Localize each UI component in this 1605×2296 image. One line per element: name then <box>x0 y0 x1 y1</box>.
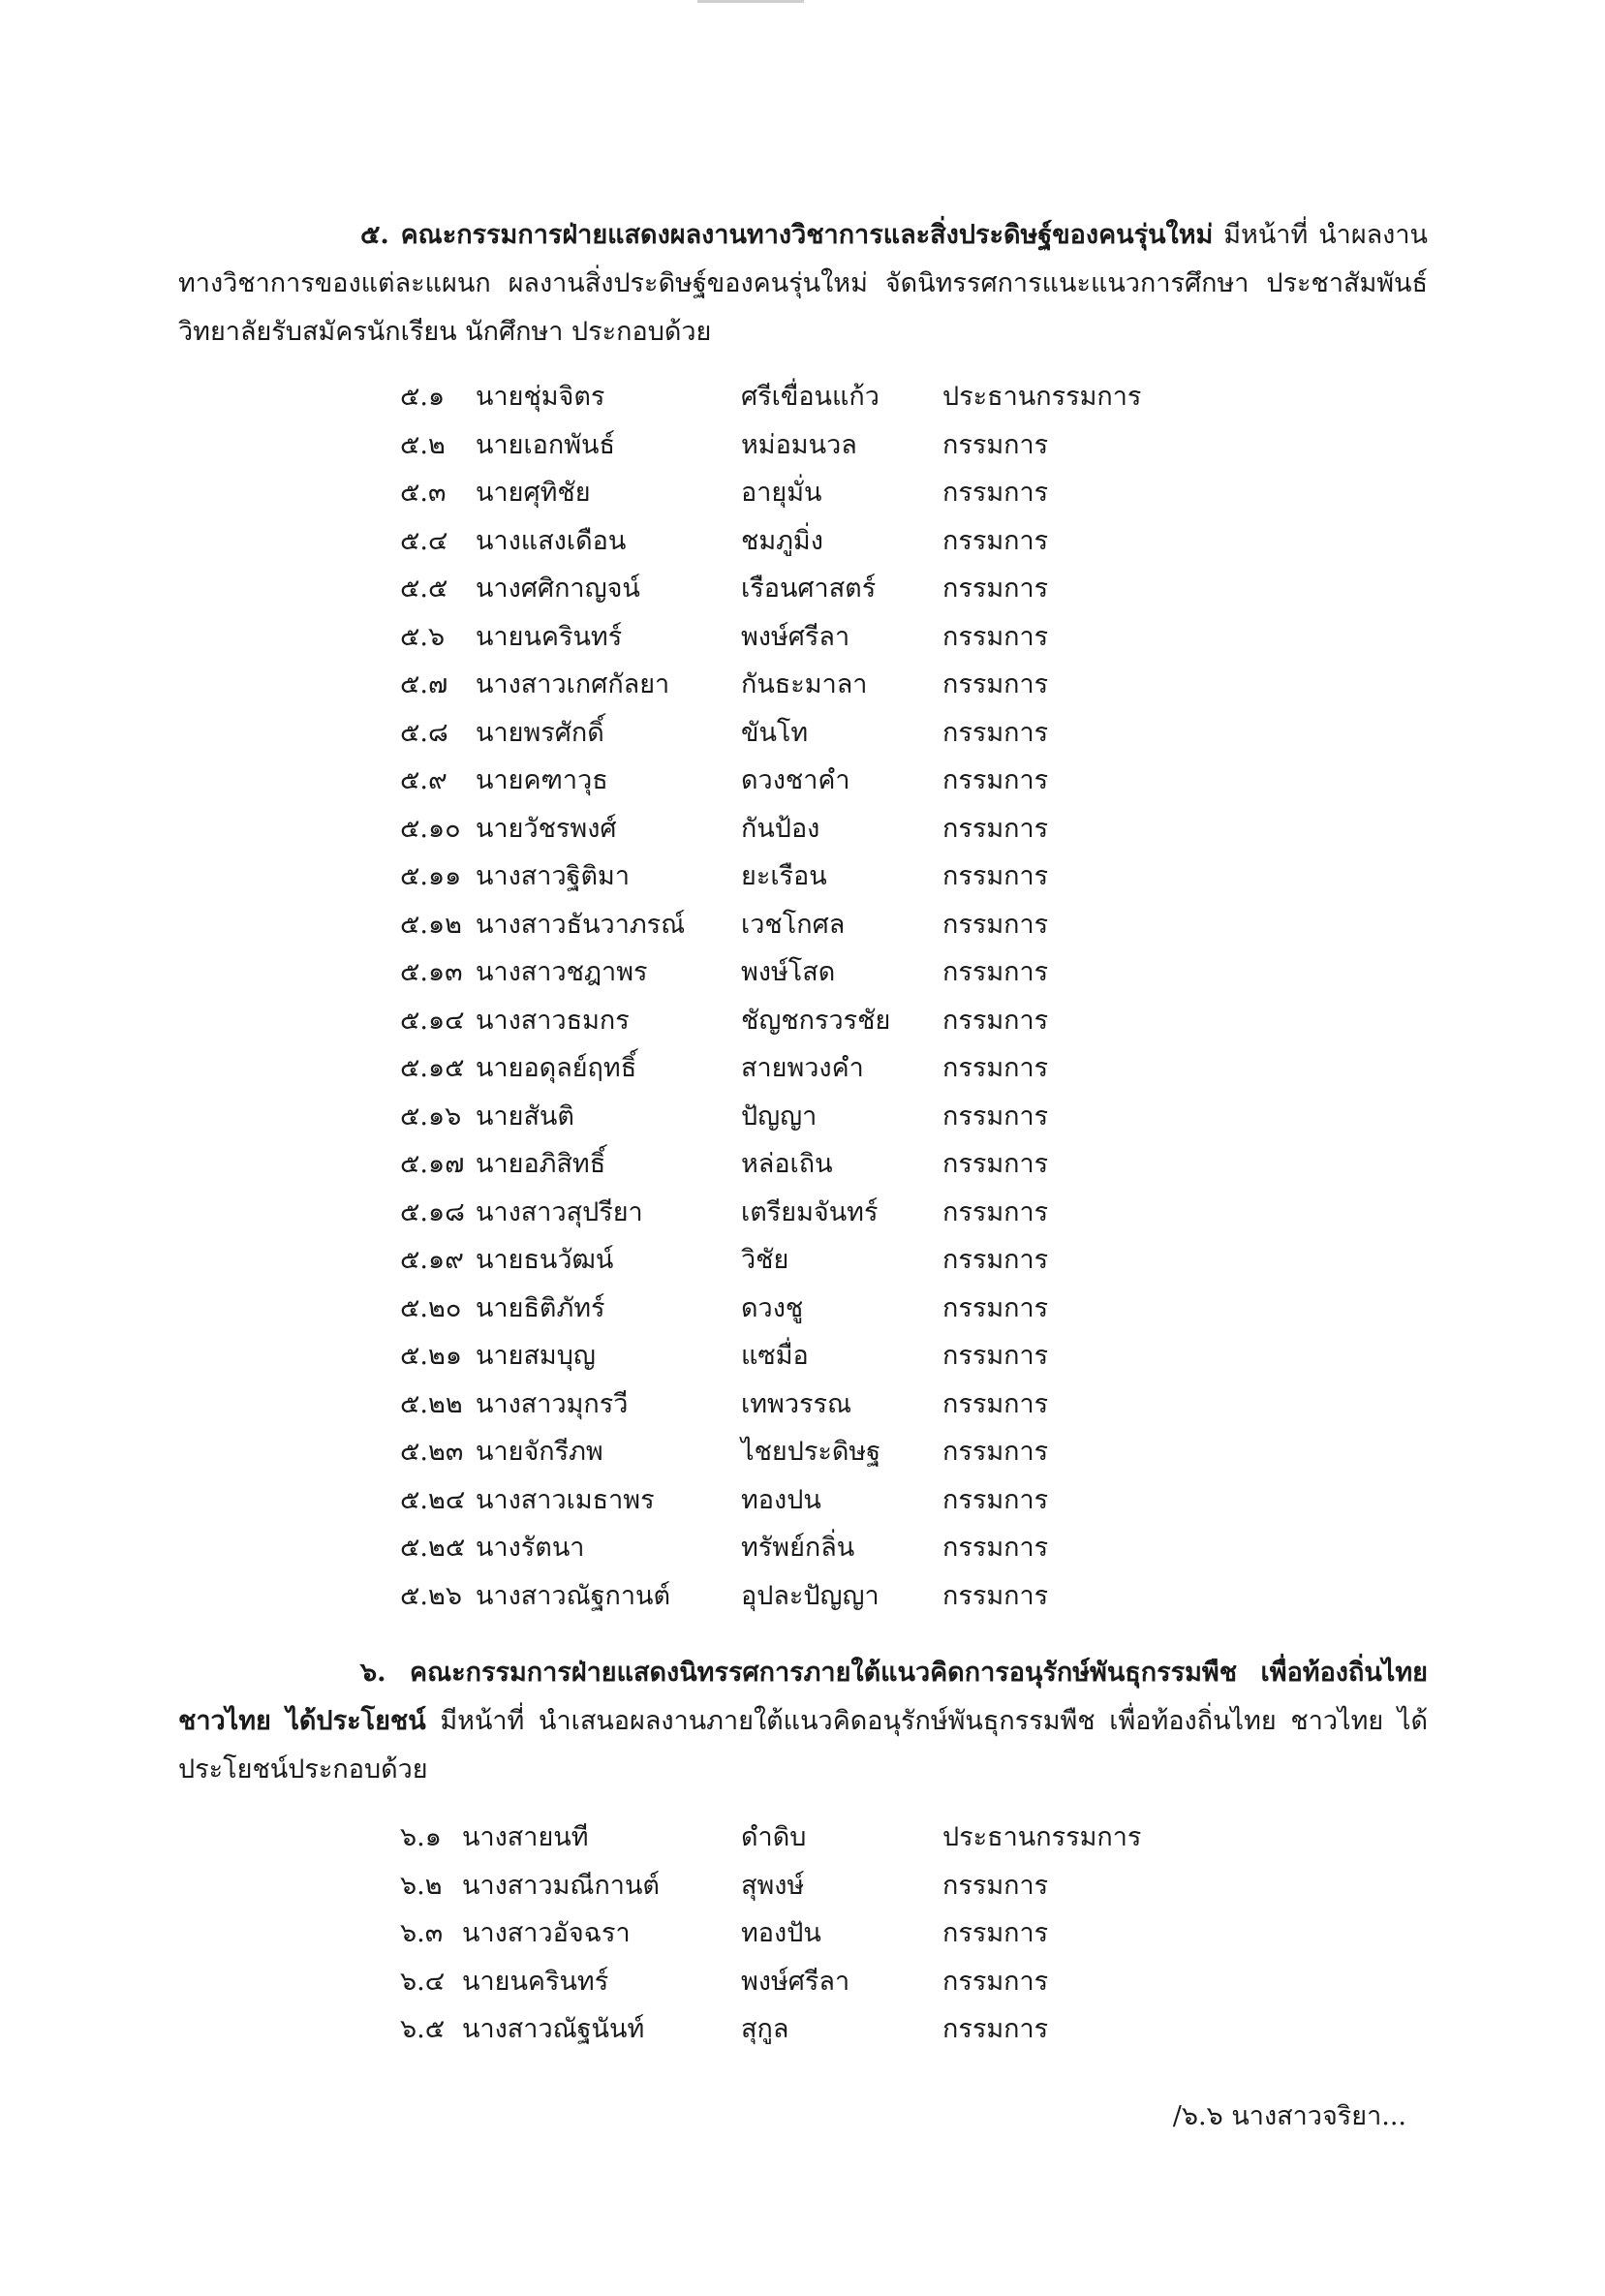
member-row <box>400 901 1049 949</box>
member-number: ๕.๑๓ <box>400 957 463 987</box>
member-row <box>400 1332 1049 1381</box>
member-last-name: ขันโท <box>741 717 809 748</box>
member-number: ๕.๒๐ <box>400 1292 462 1323</box>
member-last-name: ไชยประดิษฐ <box>741 1437 881 1467</box>
member-number: ๖.๔ <box>400 1966 446 1997</box>
member-number: ๕.๑๒ <box>400 909 462 940</box>
member-row <box>400 613 1049 662</box>
member-role: กรรมการ <box>942 1388 1049 1419</box>
member-first-name: นางสาวณัฐกานต์ <box>476 1580 671 1611</box>
member-first-name: นางสาวธมกร <box>476 1005 630 1036</box>
member-row <box>400 1476 1049 1525</box>
member-first-name: นายจักรีภพ <box>476 1437 603 1467</box>
member-last-name: แซมื่อ <box>741 1341 809 1371</box>
member-first-name: นายชุ่มจิตร <box>476 382 605 412</box>
member-number: ๖.๑ <box>400 1822 442 1852</box>
member-first-name: นางแสงเดือน <box>476 525 627 556</box>
member-role: กรรมการ <box>942 1196 1049 1227</box>
member-last-name: อายุมั่น <box>741 478 822 508</box>
member-row <box>400 948 1049 997</box>
member-row <box>400 1909 1049 1958</box>
member-number: ๖.๒ <box>400 1870 443 1901</box>
member-row <box>400 1236 1049 1285</box>
member-row <box>400 757 1049 805</box>
member-number: ๕.๔ <box>400 525 448 556</box>
member-first-name: นายนครินทร์ <box>462 1966 609 1997</box>
member-role: กรรมการ <box>942 1966 1049 1997</box>
member-last-name: สายพวงคำ <box>741 1053 864 1083</box>
member-role: กรรมการ <box>942 1341 1049 1371</box>
member-row <box>400 805 1049 853</box>
member-first-name: นางสาวมุกรวี <box>476 1388 629 1419</box>
member-first-name: นายสมบุญ <box>476 1341 596 1371</box>
member-last-name: เรือนศาสตร์ <box>741 574 877 604</box>
member-row <box>400 373 1142 421</box>
section-6-heading: ๖. คณะกรรมการฝ่ายแสดงนิทรรศการภายใต้แนวคิดการอนุรักษ์พันธุกรรมพืช เพื่อท้องถิ่นไทย ชาวไทย ได้ประโยชน์ <box>178 1658 1428 1736</box>
member-number: ๕.๑๗ <box>400 1149 465 1179</box>
member-number: ๕.๕ <box>400 574 448 604</box>
member-last-name: เวชโกศล <box>741 909 846 940</box>
member-role: กรรมการ <box>942 621 1049 652</box>
member-first-name: นายอดุลย์ฤทธิ์ <box>476 1053 637 1083</box>
member-number: ๕.๑๔ <box>400 1005 465 1036</box>
member-role: ประธานกรรมการ <box>942 1822 1142 1852</box>
member-last-name: หม่อมนวล <box>741 429 857 460</box>
member-row <box>400 1814 1142 1862</box>
member-first-name: นายธิติภัทร์ <box>476 1292 605 1323</box>
member-row <box>400 997 1049 1045</box>
member-last-name: กันป้อง <box>741 813 820 844</box>
member-row <box>400 1140 1049 1189</box>
member-role: กรรมการ <box>942 765 1049 795</box>
scan-top-mark <box>697 0 804 3</box>
member-first-name: นายพรศักดิ์ <box>476 717 604 748</box>
member-first-name: นายสันติ <box>476 1101 574 1132</box>
member-last-name: หล่อเถิน <box>741 1149 833 1179</box>
member-last-name: ทองปัน <box>741 1918 821 1948</box>
member-number: ๕.๑๖ <box>400 1101 462 1132</box>
member-first-name: นางสาวฐิติมา <box>476 861 630 891</box>
member-first-name: นายศุทิชัย <box>476 478 591 508</box>
member-role: กรรมการ <box>942 1870 1049 1901</box>
member-number: ๕.๒๔ <box>400 1484 466 1515</box>
member-role: กรรมการ <box>942 813 1049 844</box>
member-first-name: นางสาวเกศกัลยา <box>476 669 670 699</box>
member-first-name: นางสาวธันวาภรณ์ <box>476 909 686 940</box>
member-number: ๕.๑ <box>400 382 446 412</box>
member-number: ๕.๒๒ <box>400 1388 463 1419</box>
member-role: กรรมการ <box>942 717 1049 748</box>
member-first-name: นายธนวัฒน์ <box>476 1245 614 1275</box>
member-row <box>400 853 1049 901</box>
member-first-name: นางสาวชฎาพร <box>476 957 648 987</box>
member-row <box>400 1044 1049 1093</box>
member-last-name: สุพงษ์ <box>741 1870 805 1901</box>
member-last-name: ปัญญา <box>741 1101 818 1132</box>
member-last-name: ชัญชกรวรชัย <box>741 1005 891 1036</box>
member-first-name: นางสาวมณีกานต์ <box>462 1870 660 1901</box>
member-first-name: นายคฑาวุธ <box>476 765 608 795</box>
member-number: ๕.๒ <box>400 429 446 460</box>
member-last-name: วิชัย <box>741 1245 789 1275</box>
member-row <box>400 565 1049 613</box>
member-role: กรรมการ <box>942 1918 1049 1948</box>
member-row <box>400 1958 1049 2006</box>
member-role: กรรมการ <box>942 1437 1049 1467</box>
member-role: กรรมการ <box>942 429 1049 460</box>
member-number: ๕.๑๕ <box>400 1053 465 1083</box>
member-last-name: ศรีเขื่อนแก้ว <box>741 382 880 412</box>
member-row <box>400 661 1049 709</box>
member-row <box>400 517 1049 566</box>
member-role: กรรมการ <box>942 2014 1049 2044</box>
member-role: กรรมการ <box>942 1149 1049 1179</box>
member-number: ๕.๗ <box>400 669 448 699</box>
page-continuation-ref: /๖.๖ นางสาวจริยา... <box>1172 2101 1406 2131</box>
member-role: กรรมการ <box>942 1580 1049 1611</box>
member-role: กรรมการ <box>942 574 1049 604</box>
member-number: ๕.๖ <box>400 621 446 652</box>
section-6-member-list <box>400 1814 1142 2054</box>
member-role: กรรมการ <box>942 478 1049 508</box>
member-number: ๕.๑๘ <box>400 1196 465 1227</box>
member-role: กรรมการ <box>942 909 1049 940</box>
member-number: ๕.๘ <box>400 717 448 748</box>
member-number: ๕.๒๕ <box>400 1533 466 1563</box>
member-first-name: นางสาวณัฐนันท์ <box>462 2014 645 2044</box>
member-first-name: นางสาวเมธาพร <box>476 1484 655 1515</box>
member-first-name: นายอภิสิทธิ์ <box>476 1149 606 1179</box>
member-role: กรรมการ <box>942 1245 1049 1275</box>
member-role: กรรมการ <box>942 1484 1049 1515</box>
member-row <box>400 1572 1049 1621</box>
member-row <box>400 2005 1049 2054</box>
member-last-name: ยะเรือน <box>741 861 827 891</box>
member-row <box>400 1285 1049 1333</box>
member-role: กรรมการ <box>942 525 1049 556</box>
section-6-body: มีหน้าที่ นำเสนอผลงานภายใต้แนวคิดอนุรักษ์พันธุกรรมพืช เพื่อท้องถิ่นไทย ชาวไทย ได้ประโยชน์ประกอบด้วย <box>178 1706 1428 1784</box>
member-number: ๕.๑๐ <box>400 813 461 844</box>
member-last-name: พงษ์ศรีลา <box>741 621 850 652</box>
section-5-member-list <box>400 373 1142 1620</box>
member-last-name: ชมภูมิ่ง <box>741 525 823 556</box>
section-5-heading: ๕. คณะกรรมการฝ่ายแสดงผลงานทางวิชาการและสิ่งประดิษฐ์ของคนรุ่นใหม่ <box>360 220 1214 250</box>
member-row <box>400 1093 1049 1141</box>
member-last-name: พงษ์โสด <box>741 957 836 987</box>
section-5-paragraph <box>178 211 1428 357</box>
member-last-name: ดวงชาคำ <box>741 765 850 795</box>
member-number: ๖.๓ <box>400 1918 444 1948</box>
member-row <box>400 1189 1049 1237</box>
member-row <box>400 1862 1049 1910</box>
member-first-name: นายนครินทร์ <box>476 621 623 652</box>
member-last-name: ทองปน <box>741 1484 821 1515</box>
member-number: ๕.๑๙ <box>400 1245 464 1275</box>
member-row <box>400 1524 1049 1572</box>
member-first-name: นายเอกพันธ์ <box>476 429 615 460</box>
member-row <box>400 421 1049 470</box>
member-last-name: เตรียมจันทร์ <box>741 1196 879 1227</box>
member-first-name: นางสายนที <box>462 1822 589 1852</box>
member-last-name: ดวงชู <box>741 1292 804 1323</box>
member-number: ๕.๓ <box>400 478 447 508</box>
member-number: ๕.๒๓ <box>400 1437 464 1467</box>
member-first-name: นางรัตนา <box>476 1533 585 1563</box>
member-first-name: นายวัชรพงศ์ <box>476 813 617 844</box>
member-role: กรรมการ <box>942 861 1049 891</box>
member-role: กรรมการ <box>942 669 1049 699</box>
section-5-body: มีหน้าที่ นำผลงานทางวิชาการของแต่ละแผนก ผลงานสิ่งประดิษฐ์ของคนรุ่นใหม่ จัดนิทรรศการแนะแนวการศึกษา ประชาสัมพันธ์วิทยาลัยรับสมัครนักเรียน นักศึกษา ประกอบด้วย <box>178 220 1428 347</box>
member-last-name: ทรัพย์กลิ่น <box>741 1533 855 1563</box>
member-row <box>400 1428 1049 1476</box>
member-last-name: กันธะมาลา <box>741 669 868 699</box>
member-role: กรรมการ <box>942 1101 1049 1132</box>
member-last-name: พงษ์ศรีลา <box>741 1966 850 1997</box>
member-number: ๕.๙ <box>400 765 448 795</box>
member-number: ๕.๒๑ <box>400 1341 462 1371</box>
member-role: กรรมการ <box>942 1053 1049 1083</box>
member-number: ๕.๑๑ <box>400 861 462 891</box>
member-row <box>400 709 1049 758</box>
member-last-name: ดำดิบ <box>741 1822 807 1852</box>
member-row <box>400 1381 1049 1429</box>
member-role: กรรมการ <box>942 957 1049 987</box>
member-number: ๖.๕ <box>400 2014 446 2044</box>
member-last-name: สุกูล <box>741 2014 789 2044</box>
member-first-name: นางสาวอัจฉรา <box>462 1918 631 1948</box>
member-last-name: อุปละปัญญา <box>741 1580 880 1611</box>
member-first-name: นางสาวสุปรียา <box>476 1196 643 1227</box>
member-role: กรรมการ <box>942 1292 1049 1323</box>
member-role: ประธานกรรมการ <box>942 382 1142 412</box>
member-first-name: นางศศิกาญจน์ <box>476 574 640 604</box>
member-role: กรรมการ <box>942 1005 1049 1036</box>
member-last-name: เทพวรรณ <box>741 1388 852 1419</box>
member-row <box>400 469 1049 517</box>
member-role: กรรมการ <box>942 1533 1049 1563</box>
section-6-paragraph <box>178 1649 1428 1794</box>
member-number: ๕.๒๖ <box>400 1580 462 1611</box>
